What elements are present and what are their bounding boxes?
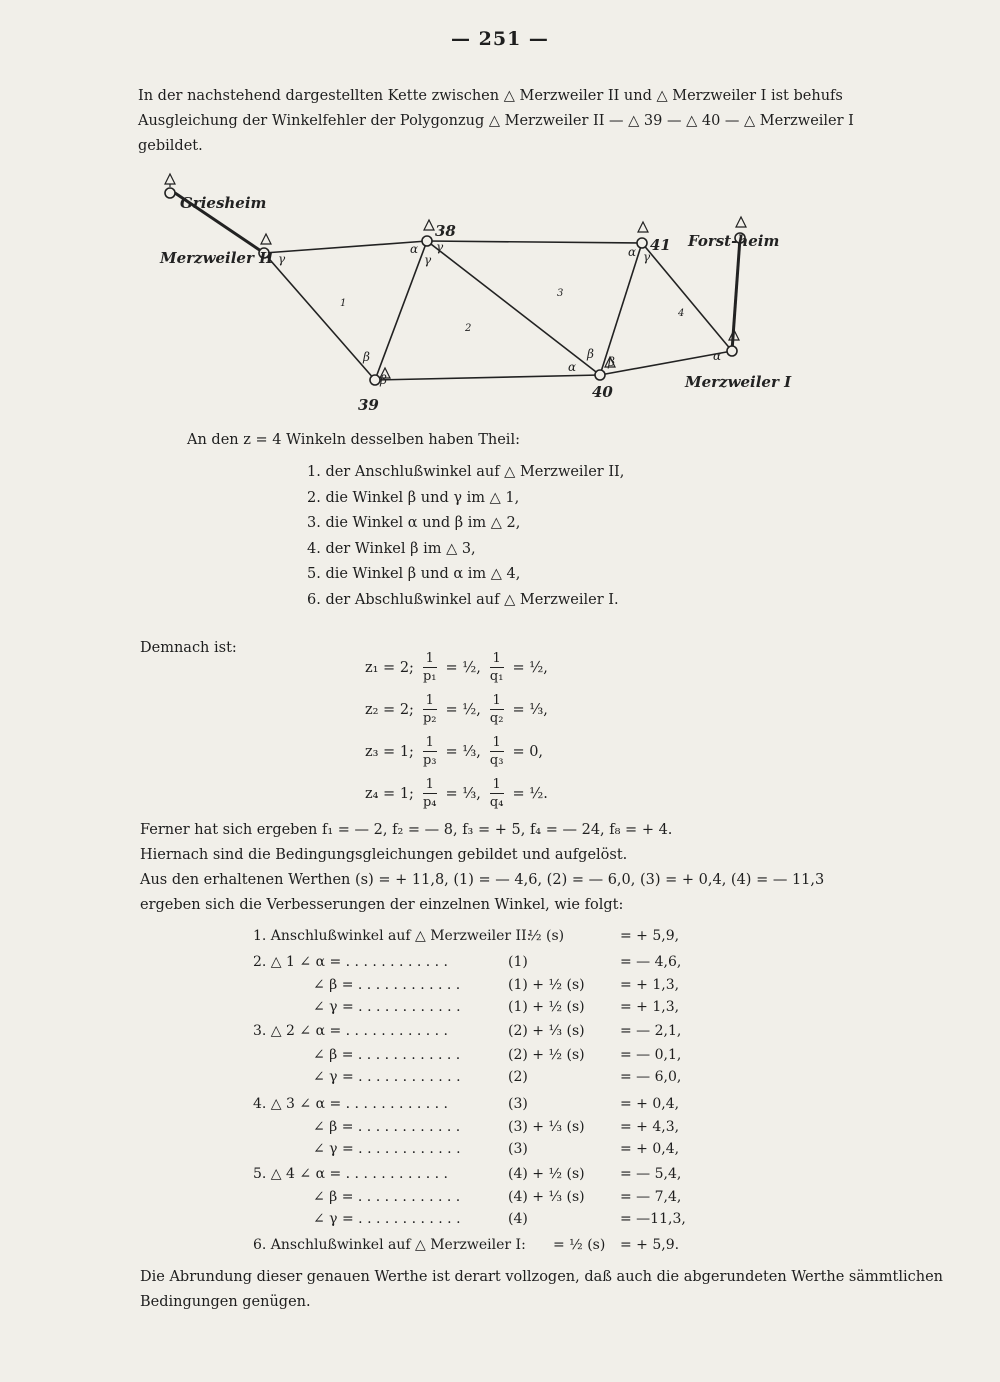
q-value: = ½, bbox=[512, 659, 548, 676]
correction-expr: (1) bbox=[508, 954, 528, 970]
correction-value: = — 7,4, bbox=[620, 1189, 682, 1205]
correction-expr: (2) + ½ (s) bbox=[508, 1047, 585, 1063]
intro-line-2: Ausgleichung der Winkelfehler der Polygonzug △ Merzweiler II — △ 39 — △ 40 — △ Merzweiler I bbox=[138, 113, 854, 129]
angle-gamma-38b: γ bbox=[424, 253, 432, 267]
correction-expr: ½ (s) bbox=[528, 928, 565, 944]
correction-expr: (4) + ⅓ (s) bbox=[508, 1189, 585, 1205]
correction-expr: (2) bbox=[508, 1069, 528, 1085]
correction-label: 4. △ 3 ∠ α = . . . . . . . . . . . . bbox=[253, 1096, 449, 1112]
lead-sentence: An den z = 4 Winkeln desselben haben Theil: bbox=[187, 432, 520, 448]
closing-line-1: Die Abrundung dieser genauen Werthe ist derart vollzogen, daß auch die abgerundeten Werthe sämmtlichen bbox=[140, 1269, 943, 1285]
list-item: 3. die Winkel α und β im △ 2, bbox=[307, 515, 521, 531]
angle-gamma-m2: γ bbox=[278, 252, 286, 266]
intro-line-3: gebildet. bbox=[138, 138, 203, 154]
z-value: z₄ = 1; bbox=[365, 785, 414, 802]
angle-gamma-41: γ bbox=[643, 250, 651, 264]
fraction-q: $\frac{1}{\text{q₄}}$ bbox=[489, 777, 504, 810]
correction-label: ∠ β = . . . . . . . . . . . . bbox=[313, 1119, 461, 1135]
correction-value: = — 2,1, bbox=[620, 1023, 682, 1039]
intro-line-1: In der nachstehend dargestellten Kette zwischen △ Merzweiler II und △ Merzweiler I ist behufs bbox=[138, 88, 843, 104]
correction-label: ∠ γ = . . . . . . . . . . . . bbox=[313, 1211, 461, 1227]
label-41: 41 bbox=[650, 236, 671, 254]
z-value: z₃ = 1; bbox=[365, 743, 414, 760]
correction-label: ∠ γ = . . . . . . . . . . . . bbox=[313, 999, 461, 1015]
triangle-number-3: 3 bbox=[557, 288, 564, 299]
correction-value: = — 4,6, bbox=[620, 954, 682, 970]
fraction-q: $\frac{1}{\text{q₃}}$ bbox=[489, 735, 504, 768]
correction-expr: (3) + ⅓ (s) bbox=[508, 1119, 585, 1135]
z-equation-row bbox=[365, 734, 543, 769]
fraction-q: $\frac{1}{\text{q₂}}$ bbox=[489, 693, 504, 726]
z-equation-row bbox=[365, 650, 548, 685]
correction-label: ∠ γ = . . . . . . . . . . . . bbox=[313, 1141, 461, 1157]
participating-angles-list bbox=[307, 460, 624, 613]
label-38: 38 bbox=[435, 222, 456, 240]
angle-alpha-38: α bbox=[410, 242, 419, 256]
z-value: z₁ = 2; bbox=[365, 659, 414, 676]
correction-expr: (1) + ½ (s) bbox=[508, 999, 585, 1015]
angle-beta-40a: β bbox=[587, 347, 594, 361]
correction-expr: (4) bbox=[508, 1211, 528, 1227]
correction-value: = — 6,0, bbox=[620, 1069, 682, 1085]
p-value: = ½, bbox=[445, 701, 481, 718]
fraction-q: $\frac{1}{\text{q₁}}$ bbox=[489, 651, 504, 684]
q-value: = 0, bbox=[512, 743, 544, 760]
angle-gamma-38a: γ bbox=[436, 240, 444, 254]
hiernach-line: Hiernach sind die Bedingungsgleichungen gebildet und aufgelöst. bbox=[140, 847, 628, 863]
z-equation-row bbox=[365, 776, 548, 811]
angle-beta-39b: β bbox=[380, 373, 387, 387]
label-39: 39 bbox=[358, 396, 379, 414]
correction-value: = + 5,9, bbox=[620, 928, 680, 944]
correction-label: 3. △ 2 ∠ α = . . . . . . . . . . . . bbox=[253, 1023, 449, 1039]
station-38 bbox=[422, 236, 432, 246]
list-item: 1. der Anschlußwinkel auf △ Merzweiler II, bbox=[307, 464, 625, 480]
intro-paragraph bbox=[138, 84, 854, 159]
station-39 bbox=[370, 375, 380, 385]
correction-value: = + 5,9. bbox=[620, 1237, 680, 1253]
list-item: 2. die Winkel β und γ im △ 1, bbox=[307, 489, 520, 506]
ferner-line: Ferner hat sich ergeben f₁ = — 2, f₂ = — 8, f₃ = + 5, f₄ = — 24, f₈ = + 4. bbox=[140, 822, 673, 838]
correction-label: ∠ γ = . . . . . . . . . . . . bbox=[313, 1069, 461, 1085]
correction-label: 5. △ 4 ∠ α = . . . . . . . . . . . . bbox=[253, 1166, 449, 1182]
p-value: = ½, bbox=[445, 659, 481, 676]
correction-label: ∠ β = . . . . . . . . . . . . bbox=[313, 977, 461, 993]
list-item: 6. der Abschlußwinkel auf △ Merzweiler I. bbox=[307, 591, 619, 608]
fraction-p: $\frac{1}{\text{p₄}}$ bbox=[422, 777, 437, 810]
results-line-1: Aus den erhaltenen Werthen (s) = + 11,8, (1) = — 4,6, (2) = — 6,0, (3) = + 0,4, (4) = — 11,3 bbox=[140, 872, 825, 888]
fraction-p: $\frac{1}{\text{p₁}}$ bbox=[422, 651, 437, 684]
list-item: 4. der Winkel β im △ 3, bbox=[307, 540, 476, 557]
label-merzweiler-1: Merzweiler I bbox=[685, 373, 792, 391]
station-41 bbox=[637, 238, 647, 248]
p-value: = ⅓, bbox=[445, 785, 481, 802]
closing-line-2: Bedingungen genügen. bbox=[140, 1294, 311, 1310]
label-forstheim: Forst-heim bbox=[688, 232, 780, 250]
correction-expr: = ½ (s) bbox=[553, 1237, 606, 1253]
station-merzweiler-1 bbox=[727, 346, 737, 356]
correction-label: ∠ β = . . . . . . . . . . . . bbox=[313, 1189, 461, 1205]
correction-label: 1. Anschlußwinkel auf △ Merzweiler II: bbox=[253, 928, 532, 944]
angle-alpha-41: α bbox=[628, 245, 637, 259]
results-paragraph bbox=[140, 868, 850, 918]
correction-expr: (1) + ½ (s) bbox=[508, 977, 585, 993]
p-value: = ⅓, bbox=[445, 743, 481, 760]
closing-paragraph bbox=[140, 1265, 943, 1315]
correction-value: = + 0,4, bbox=[620, 1141, 680, 1157]
label-griesheim: Griesheim bbox=[180, 194, 267, 212]
station-markers bbox=[165, 188, 745, 385]
correction-expr: (4) + ½ (s) bbox=[508, 1166, 585, 1182]
results-line-2: ergeben sich die Verbesserungen der einzelnen Winkel, wie folgt: bbox=[140, 897, 624, 913]
angle-beta-39a: β bbox=[363, 350, 370, 364]
fraction-p: $\frac{1}{\text{p₃}}$ bbox=[422, 735, 437, 768]
correction-value: = + 1,3, bbox=[620, 999, 680, 1015]
z-equation-row bbox=[365, 692, 548, 727]
list-item: 5. die Winkel β und α im △ 4, bbox=[307, 566, 521, 582]
label-40: 40 bbox=[592, 383, 613, 401]
correction-label: 2. △ 1 ∠ α = . . . . . . . . . . . . bbox=[253, 954, 449, 970]
label-merzweiler-2: Merzweiler II bbox=[160, 249, 274, 267]
q-value: = ½. bbox=[512, 785, 548, 802]
angle-alpha-40: α bbox=[568, 360, 577, 374]
station-40 bbox=[595, 370, 605, 380]
page-number: — 251 — bbox=[451, 28, 549, 50]
correction-value: = + 1,3, bbox=[620, 977, 680, 993]
station-griesheim bbox=[165, 188, 175, 198]
triangle-number-1: 1 bbox=[340, 298, 347, 309]
correction-expr: (2) + ⅓ (s) bbox=[508, 1023, 585, 1039]
correction-label: ∠ β = . . . . . . . . . . . . bbox=[313, 1047, 461, 1063]
correction-value: = + 0,4, bbox=[620, 1096, 680, 1112]
angle-alpha-m1: α bbox=[713, 349, 722, 363]
q-value: = ⅓, bbox=[512, 701, 548, 718]
demnach-label: Demnach ist: bbox=[140, 640, 237, 656]
correction-value: = — 5,4, bbox=[620, 1166, 682, 1182]
z-value: z₂ = 2; bbox=[365, 701, 414, 718]
triangle-number-2: 2 bbox=[465, 323, 472, 334]
fraction-p: $\frac{1}{\text{p₂}}$ bbox=[422, 693, 437, 726]
correction-label: 6. Anschlußwinkel auf △ Merzweiler I: bbox=[253, 1237, 526, 1253]
network-lines bbox=[264, 241, 732, 380]
correction-value: = + 4,3, bbox=[620, 1119, 680, 1135]
correction-expr: (3) bbox=[508, 1096, 528, 1112]
correction-value: = — 0,1, bbox=[620, 1047, 682, 1063]
triangle-number-4: 4 bbox=[678, 308, 685, 319]
triangulation-diagram bbox=[140, 168, 860, 418]
angle-beta-40b: β bbox=[608, 355, 615, 369]
correction-expr: (3) bbox=[508, 1141, 528, 1157]
correction-value: = —11,3, bbox=[620, 1211, 686, 1227]
